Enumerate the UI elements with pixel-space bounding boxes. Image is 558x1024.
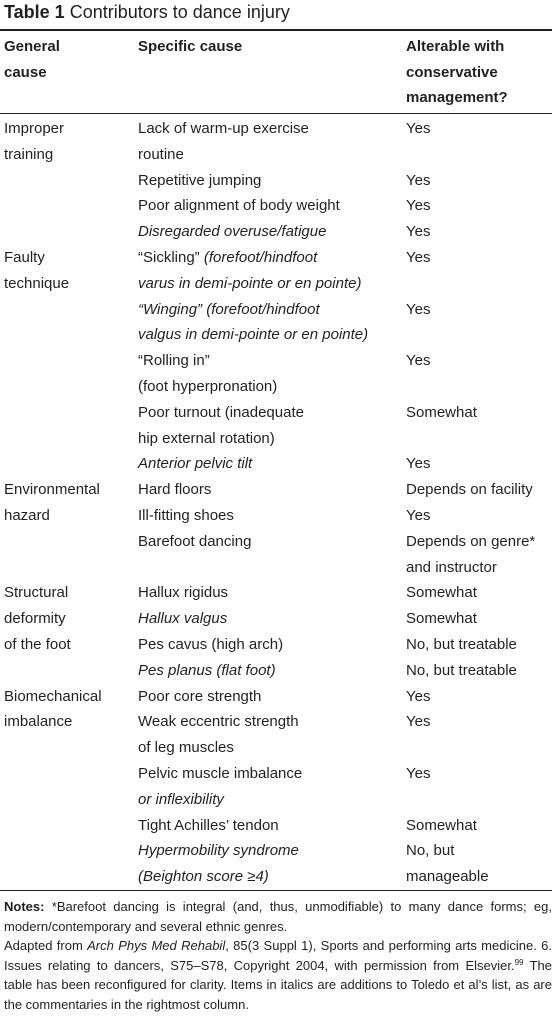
journal-name: Arch Phys Med Rehabil [87, 938, 226, 953]
alterable-cell: Yes [406, 765, 431, 782]
alterable-cell: Yes [406, 507, 431, 524]
specific-cause-cell: Poor alignment of body weight [138, 197, 340, 215]
specific-cause-cell: Pes planus (flat foot) [138, 661, 276, 679]
alterable-cell: Yes [406, 197, 431, 215]
alterable-cell: No, but manageable [406, 842, 489, 886]
alterable-cell: No, but treatable [406, 636, 517, 653]
specific-cause-cell: Tight Achilles’ tendon [138, 816, 279, 834]
top-rule [0, 29, 552, 31]
alterable-cell: Somewhat [406, 816, 477, 834]
alterable-cell: No, but treatable [406, 661, 517, 679]
alterable-cell: Yes [406, 713, 431, 731]
table-caption: Contributors to dance injury [69, 2, 290, 22]
notes-label: Notes: [4, 899, 45, 914]
header-general-cause: General cause [4, 38, 60, 81]
specific-cause-cell: Hallux rigidus [138, 584, 229, 602]
specific-cause-cell: Barefoot dancing [138, 532, 252, 550]
alterable-cell: Somewhat [406, 610, 477, 628]
source-note: Adapted from Arch Phys Med Rehabil, 85(3 Suppl 1), Sports and performing arts medicine. 6. Issues relating to dancers, S75–S78, Copyright 2004, with permission from Elsevier.$^{99}$ The table has been reconfigured for clarity. Items in italics are additions to Toledo et al’s list, as are the commentaries in the rightmost column. [4, 938, 553, 1012]
general-cause-cell: Faulty technique [4, 249, 70, 292]
specific-cause-cell: Weak eccentric strength of leg muscles [138, 713, 299, 757]
alterable-cell: Yes [406, 249, 431, 266]
specific-cause-cell: Hallux valgus [138, 610, 228, 628]
specific-cause-cell: Hard floors [138, 481, 212, 499]
table-title [4, 0, 290, 24]
header-alterable: Alterable with conservative management? [406, 38, 508, 106]
table-label: Table 1 [4, 2, 65, 22]
table-notes [4, 897, 552, 1014]
bottom-rule [0, 890, 552, 891]
alterable-cell: Yes [406, 455, 431, 473]
general-cause-cell: Environmental hazard [4, 481, 100, 524]
general-cause-cell: Structural deformity of the foot [4, 584, 71, 653]
alterable-cell: Depends on facility [406, 481, 533, 499]
alterable-cell: Yes [406, 223, 431, 241]
alterable-cell: Yes [406, 352, 431, 370]
header-specific-cause: Specific cause [138, 38, 243, 55]
specific-cause-cell: Anterior pelvic tilt [138, 455, 253, 473]
specific-cause-cell: “Winging” (forefoot/hindfoot valgus in demi-pointe or en pointe) [138, 300, 369, 344]
specific-cause-cell: Poor turnout (inadequate hip external rotation) [138, 403, 304, 447]
general-cause-cell: Improper training [4, 120, 65, 163]
alterable-cell: Yes [406, 120, 431, 137]
alterable-cell: Somewhat [406, 584, 477, 602]
specific-cause-cell: Pelvic muscle imbalance or inflexibility [138, 765, 303, 808]
reference-number: 99 [514, 957, 524, 967]
alterable-cell: Depends on genre* and instructor [406, 532, 536, 576]
specific-cause-cell: Hypermobility syndrome (Beighton score ≥4) [138, 842, 299, 886]
specific-cause-cell: “Sickling” (forefoot/hindfoot varus in demi-pointe or en pointe) [138, 249, 362, 292]
alterable-cell: Somewhat [406, 403, 477, 421]
general-cause-cell: Biomechanical imbalance [4, 687, 102, 731]
asterisk-note: Notes: *Barefoot dancing is integral (and, thus, unmodifiable) to many dance forms; eg, modern/contemporary and several ethnic genres. [4, 899, 552, 934]
specific-cause-cell: Lack of warm-up exercise routine [138, 120, 309, 163]
specific-cause-cell: Ill-fitting shoes [138, 507, 234, 524]
header-rule [0, 113, 552, 114]
alterable-cell: Yes [406, 300, 431, 318]
specific-cause-cell: Disregarded overuse/fatigue [138, 223, 327, 241]
specific-cause-cell: Pes cavus (high arch) [138, 636, 284, 653]
alterable-cell: Yes [406, 687, 431, 705]
alterable-cell: Yes [406, 171, 431, 189]
specific-cause-cell: “Rolling in” (foot hyperpronation) [138, 352, 278, 395]
specific-cause-cell: Poor core strength [138, 687, 262, 705]
specific-cause-cell: Repetitive jumping [138, 171, 262, 189]
